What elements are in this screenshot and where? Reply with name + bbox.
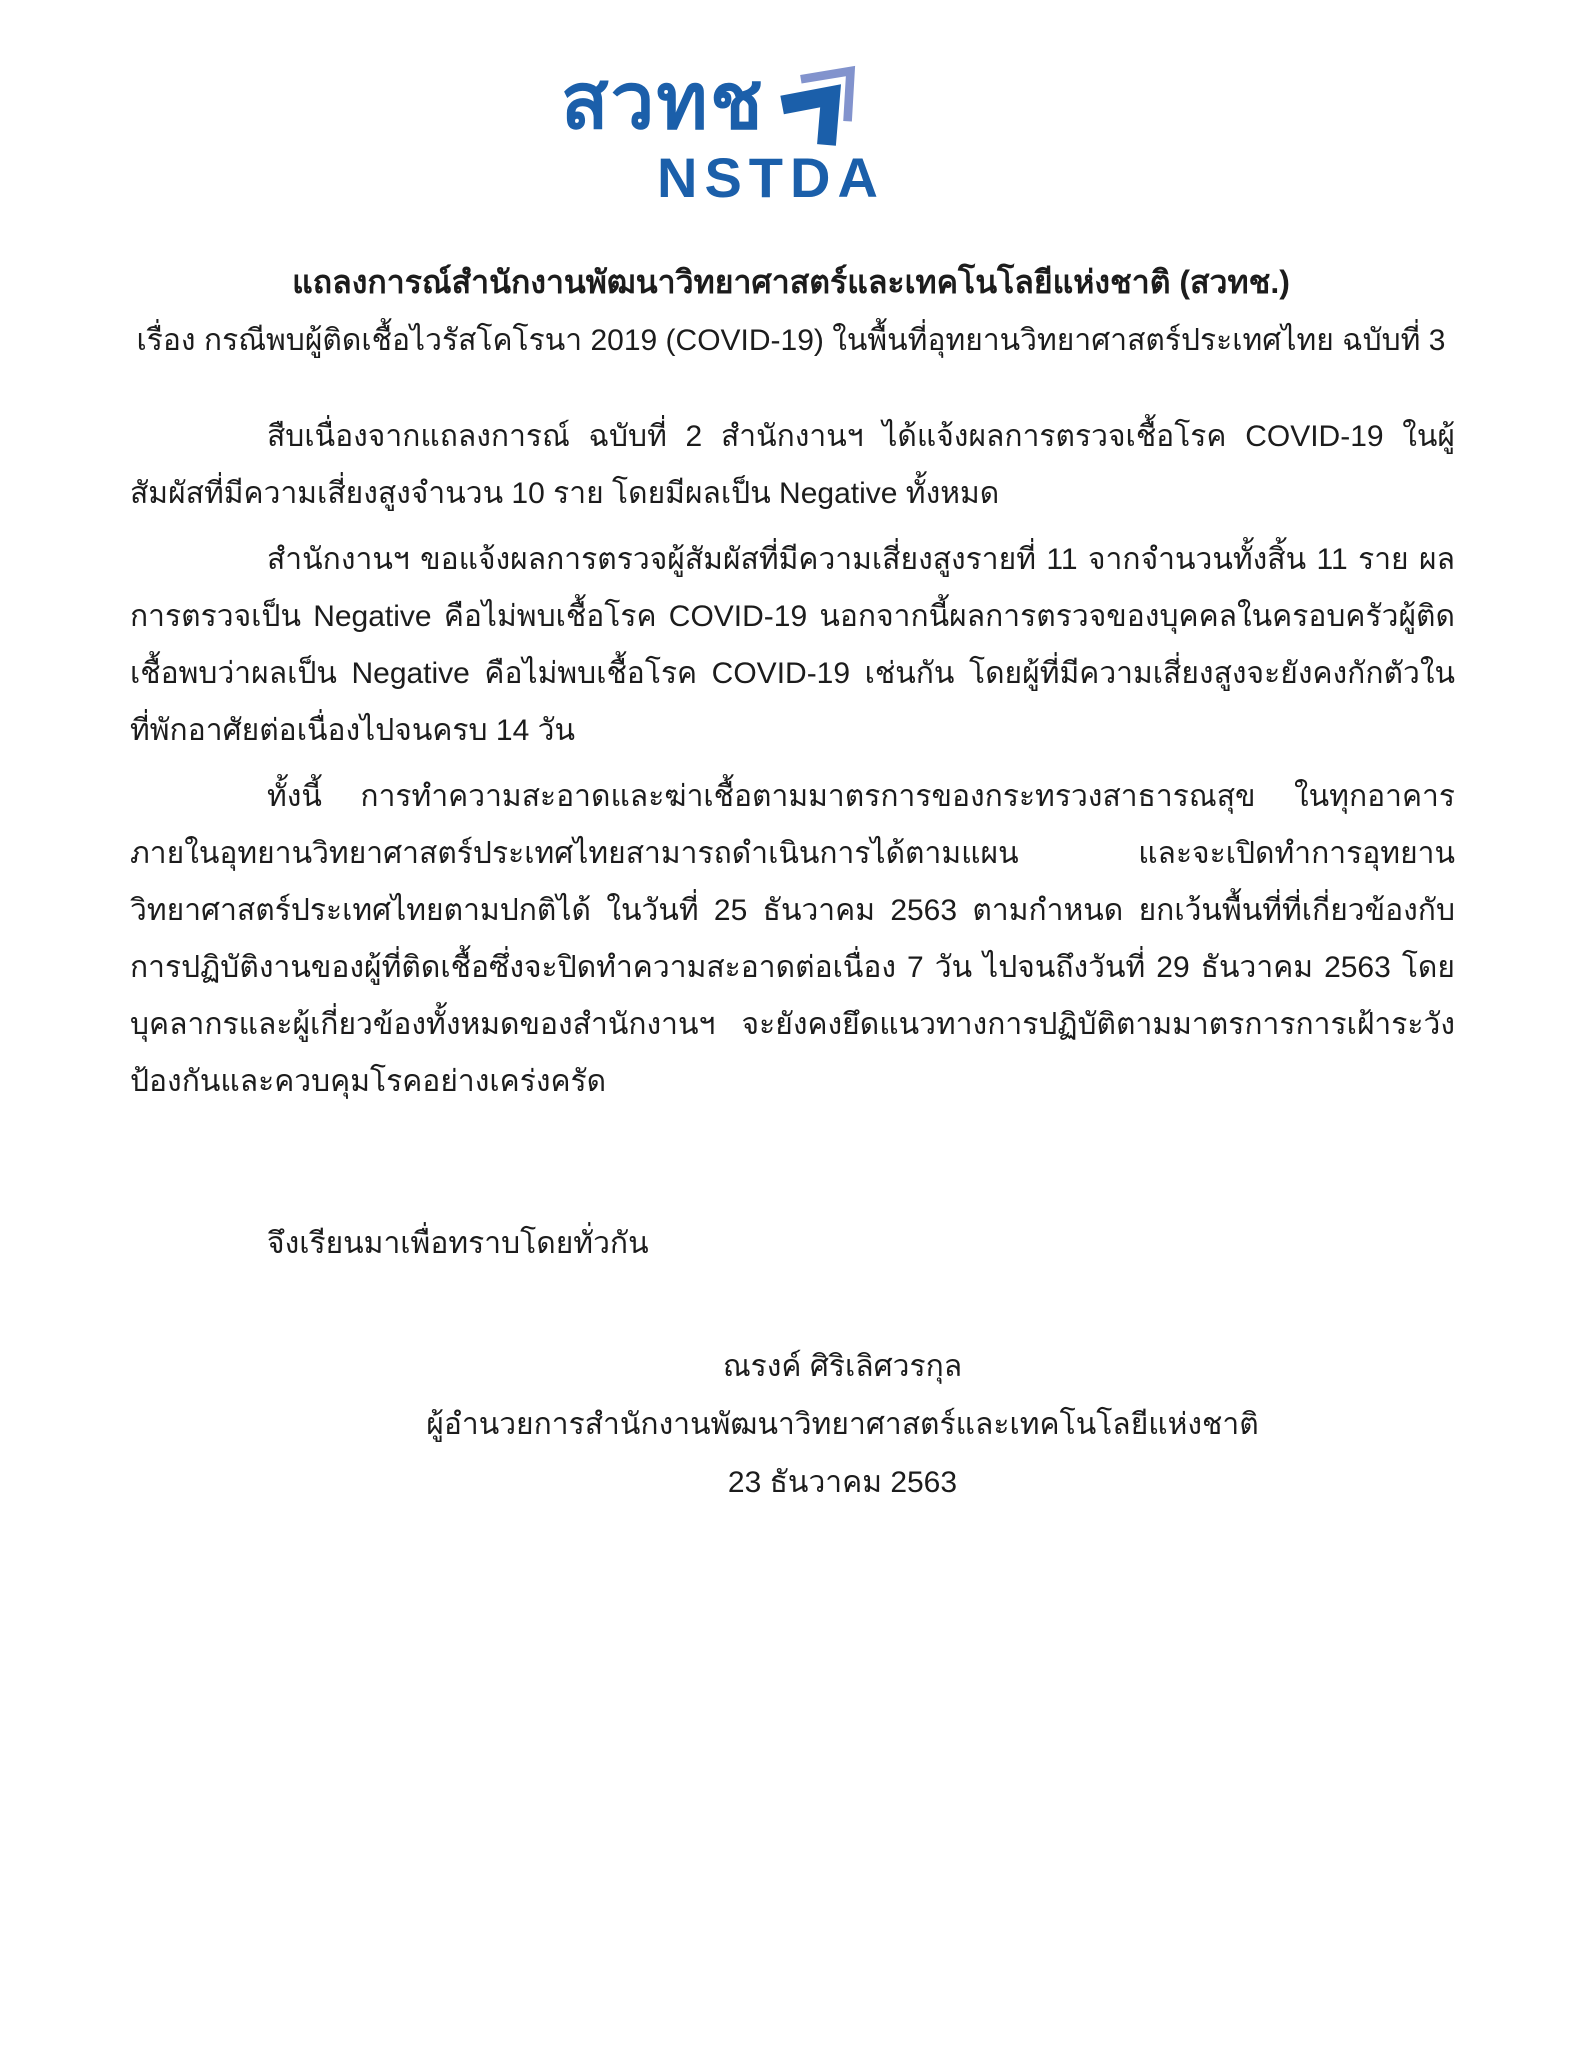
- announcement-date: 23 ธันวาคม 2563: [727, 1466, 958, 1499]
- announcement-title: แถลงการณ์สำนักงานพัฒนาวิทยาศาสตร์และเทคโนโลยีแห่งชาติ (สวทช.): [292, 264, 1290, 300]
- paragraph-1: สืบเนื่องจากแถลงการณ์ ฉบับที่ 2 สำนักงานฯ ได้แจ้งผลการตรวจเชื้อโรค COVID-19 ในผู้สัมผัสที่มีความเสี่ยงสูงจำนวน 10 ราย โดยมีผลเป็น Negative ทั้งหมด: [130, 420, 1455, 510]
- signer-name: ณรงค์ ศิริเลิศวรกุล: [722, 1350, 963, 1383]
- nstda-logo: [561, 57, 1021, 212]
- logo-latin-wordmark: NSTDA: [657, 146, 885, 209]
- paragraph-2: สำนักงานฯ ขอแจ้งผลการตรวจผู้สัมผัสที่มีความเสี่ยงสูงรายที่ 11 จากจำนวนทั้งสิ้น 11 ราย ผลการตรวจเป็น Negative คือไม่พบเชื้อโรค COVID-19 นอกจากนี้ผลการตรวจของบุคคลในครอบครัวผู้ติดเชื้อพบว่าผลเป็น Negative คือไม่พบเชื้อโรค COVID-19 เช่นกัน โดยผู้ที่มีความเสี่ยงสูงจะยังคงกักตัวในที่พักอาศัยต่อเนื่องไปจนครบ 14 วัน: [130, 543, 1455, 747]
- paragraph-3: ทั้งนี้ การทำความสะอาดและฆ่าเชื้อตามมาตรการของกระทรวงสาธารณสุข ในทุกอาคารภายในอุทยานวิทยาศาสตร์ประเทศไทยสามารถดำเนินการได้ตามแผน และจะเปิดทำการอุทยานวิทยาศาสตร์ประเทศไทยตามปกติได้ ในวันที่ 25 ธันวาคม 2563 ตามกำหนด ยกเว้นพื้นที่ที่เกี่ยวข้องกับการปฏิบัติงานของผู้ที่ติดเชื้อซึ่งจะปิดทำความสะอาดต่อเนื่อง 7 วัน ไปจนถึงวันที่ 29 ธันวาคม 2563 โดยบุคลากรและผู้เกี่ยวข้องทั้งหมดของสำนักงานฯ จะยังคงยึดแนวทางการปฏิบัติตามมาตรการการเฝ้าระวัง ป้องกันและควบคุมโรคอย่างเคร่งครัด: [130, 780, 1455, 1098]
- logo-thai-wordmark: สวทช: [561, 57, 765, 145]
- signature-block: [130, 1338, 1455, 1512]
- signer-position: ผู้อำนวยการสำนักงานพัฒนาวิทยาศาสตร์และเทคโนโลยีแห่งชาติ: [426, 1408, 1259, 1441]
- document-body: [0, 408, 1582, 1512]
- closing-line: จึงเรียนมาเพื่อทราบโดยทั่วกัน: [267, 1227, 649, 1260]
- announcement-subject: เรื่อง กรณีพบผู้ติดเชื้อไวรัสโคโรนา 2019 (COVID-19) ในพื้นที่อุทยานวิทยาศาสตร์ประเทศไทย ฉบับที่ 3: [136, 324, 1446, 357]
